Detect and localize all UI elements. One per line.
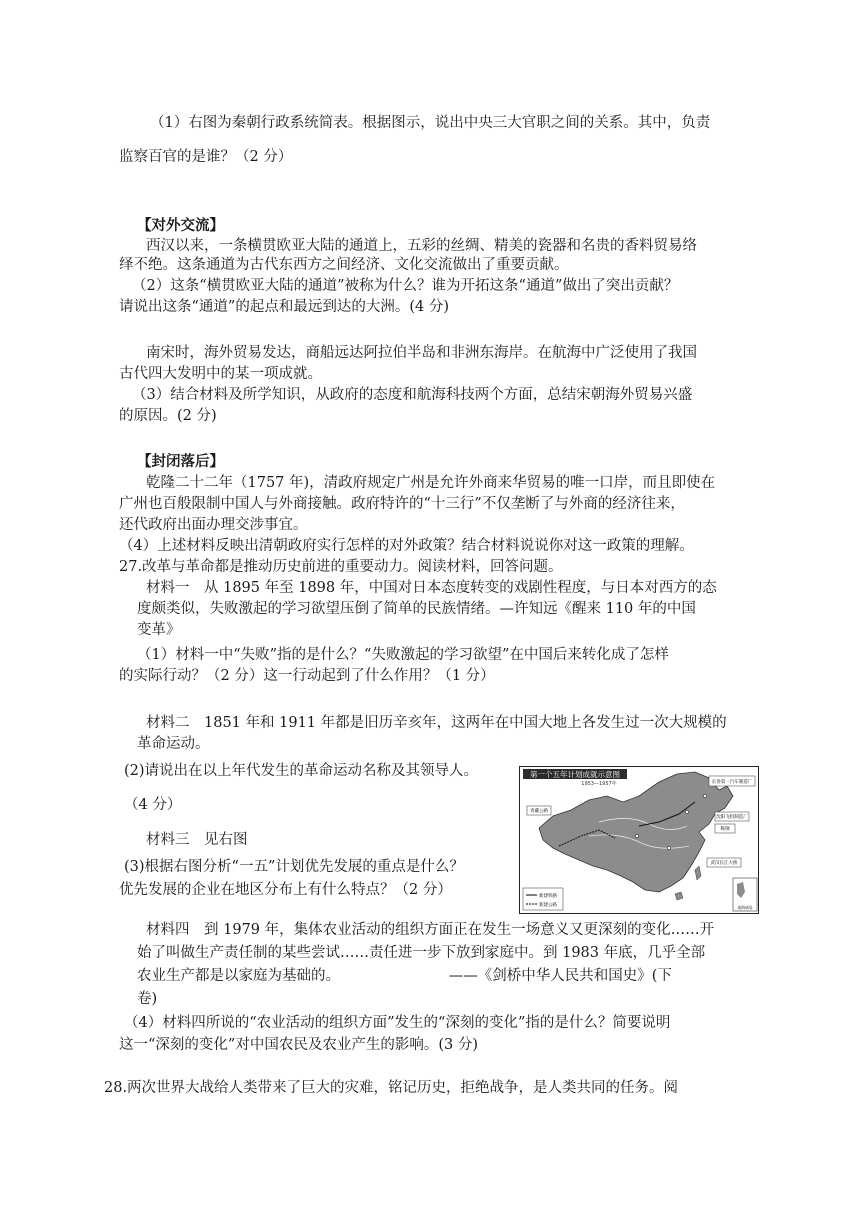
- q28-title: 28.两次世界大战给人类带来了巨大的灾难，铭记历史，拒绝战争，是人类共同的任务。阅: [104, 1080, 679, 1096]
- legend-road: 新建公路: [539, 903, 557, 908]
- q26-part2-line2: 请说出这条“通道”的起点和最远到达的大洲。(4 分): [119, 299, 449, 315]
- legend-railway: 新建铁路: [539, 894, 557, 899]
- material-silk-road-line2: 绎不绝。这条通道为古代东西方之间经济、文化交流做出了重要贡献。: [119, 257, 569, 273]
- q27-part3-line1: (3)根据右图分析“一五”计划优先发展的重点是什么？: [124, 859, 464, 875]
- material-qing-line3: 还代政府出面办理交涉事宜。: [119, 517, 308, 533]
- q27-part3-line2: 优先发展的企业在地区分布上有什么特点？（2 分）: [119, 882, 452, 898]
- q27-part2-line2: （4 分）: [124, 797, 182, 813]
- city-marker: [667, 846, 670, 849]
- q27-part1-line2: 的实际行动？（2 分）这一行动起到了什么作用？（1 分）: [119, 668, 495, 684]
- q27-material4-line4: 卷): [137, 991, 158, 1007]
- q27-part2-line1: (2)请说出在以上年代发生的革命运动名称及其领导人。: [124, 763, 479, 779]
- material-song-line2: 古代四大发明中的某一项成就。: [119, 366, 322, 382]
- five-year-plan-map: [519, 766, 759, 914]
- q26-part1-line2: 监察百官的是谁？（2 分）: [119, 149, 293, 165]
- q27-part1-line1: （1）材料一中“失败”指的是什么？“失败激起的学习欲望”在中国后来转化成了怎样: [137, 647, 669, 663]
- q27-material1-line3: 变革》: [137, 622, 181, 638]
- q27-material2-line2: 革命运动。: [137, 736, 210, 752]
- q27-material2-line1: 材料二 1851 年和 1911 年都是旧历辛亥年，这两年在中国大地上各发生过一次大规模的: [146, 715, 727, 731]
- label-south-sea: 南海诸岛: [737, 905, 753, 910]
- q27-material1-line2: 度颇类似，失败激起的学习欲望压倒了简单的民族情绪。—许知远《醒来 110 年的中国: [137, 601, 696, 617]
- city-marker: [685, 810, 688, 813]
- q26-part4: （4）上述材料反映出清朝政府实行怎样的对外政策？结合材料说说你对这一政策的理解。: [119, 538, 694, 554]
- q26-part3-line2: 的原因。(2 分): [119, 408, 217, 424]
- q26-part1-line1: （1）右图为秦朝行政系统简表。根据图示，说出中央三大官职之间的关系。其中，负责: [150, 115, 711, 131]
- label-changchun: 长春第一汽车制造厂: [711, 780, 753, 785]
- map-title: 第一个五年计划成就示意图: [530, 770, 620, 779]
- city-marker: [635, 834, 638, 837]
- city-marker: [703, 794, 706, 797]
- q27-material1-line1: 材料一 从 1895 年至 1898 年，中国对日本态度转变的戏剧性程度，与日本对西方的态: [146, 580, 717, 596]
- q27-material4-line1: 材料四 到 1979 年，集体农业活动的组织方面正在发生一场意义又更深刻的变化……开: [146, 922, 715, 938]
- q27-material4-line2: 始了叫做生产责任制的某些尝试……责任进一步下放到家庭中。到 1983 年底，几乎全部: [137, 945, 706, 961]
- label-qinghai-road: 青藏公路: [530, 809, 548, 814]
- label-wuhan-bridge: 武汉长江大桥: [710, 861, 738, 866]
- q27-material4-line3: 农业生产都是以家庭为基础的。 ——《剑桥中华人民共和国史》(下: [137, 968, 672, 984]
- q26-part2-line1: （2）这条“横贯欧亚大陆的通道”被称为什么？谁为开拓这条“通道”做出了突出贡献？: [132, 278, 679, 294]
- material-song-line1: 南宋时，海外贸易发达，商船远达阿拉伯半岛和非洲东海岸。在航海中广泛使用了我国: [146, 345, 697, 361]
- heading-foreign-exchange: 【对外交流】: [137, 217, 224, 234]
- q27-part4-line1: （4）材料四所说的“农业活动的组织方面”发生的“深刻的变化”指的是什么？简要说明: [124, 1015, 671, 1031]
- material-qing-line1: 乾隆二十二年（1757 年)，清政府规定广州是允许外商来华贸易的唯一口岸，而且即使在: [146, 475, 716, 491]
- material-qing-line2: 广州也百般限制中国人与外商接触。政府特许的“十三行”不仅垄断了与外商的经济往来，: [119, 496, 685, 512]
- q27-material3: 材料三 见右图: [146, 832, 248, 848]
- label-anshan: 鞍钢: [720, 827, 730, 832]
- q26-part3-line1: （3）结合材料及所学知识，从政府的态度和航海科技两个方面，总结宋朝海外贸易兴盛: [132, 387, 693, 403]
- map-subtitle: 1953—1957年: [581, 781, 617, 787]
- label-shenyang: 沈阳飞机制造厂: [716, 815, 748, 820]
- q27-title: 27.改革与革命都是推动历史前进的重要动力。阅读材料，回答问题。: [119, 559, 563, 575]
- material-silk-road-line1: 西汉以来，一条横贯欧亚大陆的通道上，五彩的丝绸、精美的瓷器和名贵的香料贸易络: [146, 238, 697, 254]
- q27-part4-line2: 这一“深刻的变化”对中国农民及农业产生的影响。(3 分): [119, 1037, 478, 1053]
- heading-closed-backward: 【封闭落后】: [137, 453, 224, 470]
